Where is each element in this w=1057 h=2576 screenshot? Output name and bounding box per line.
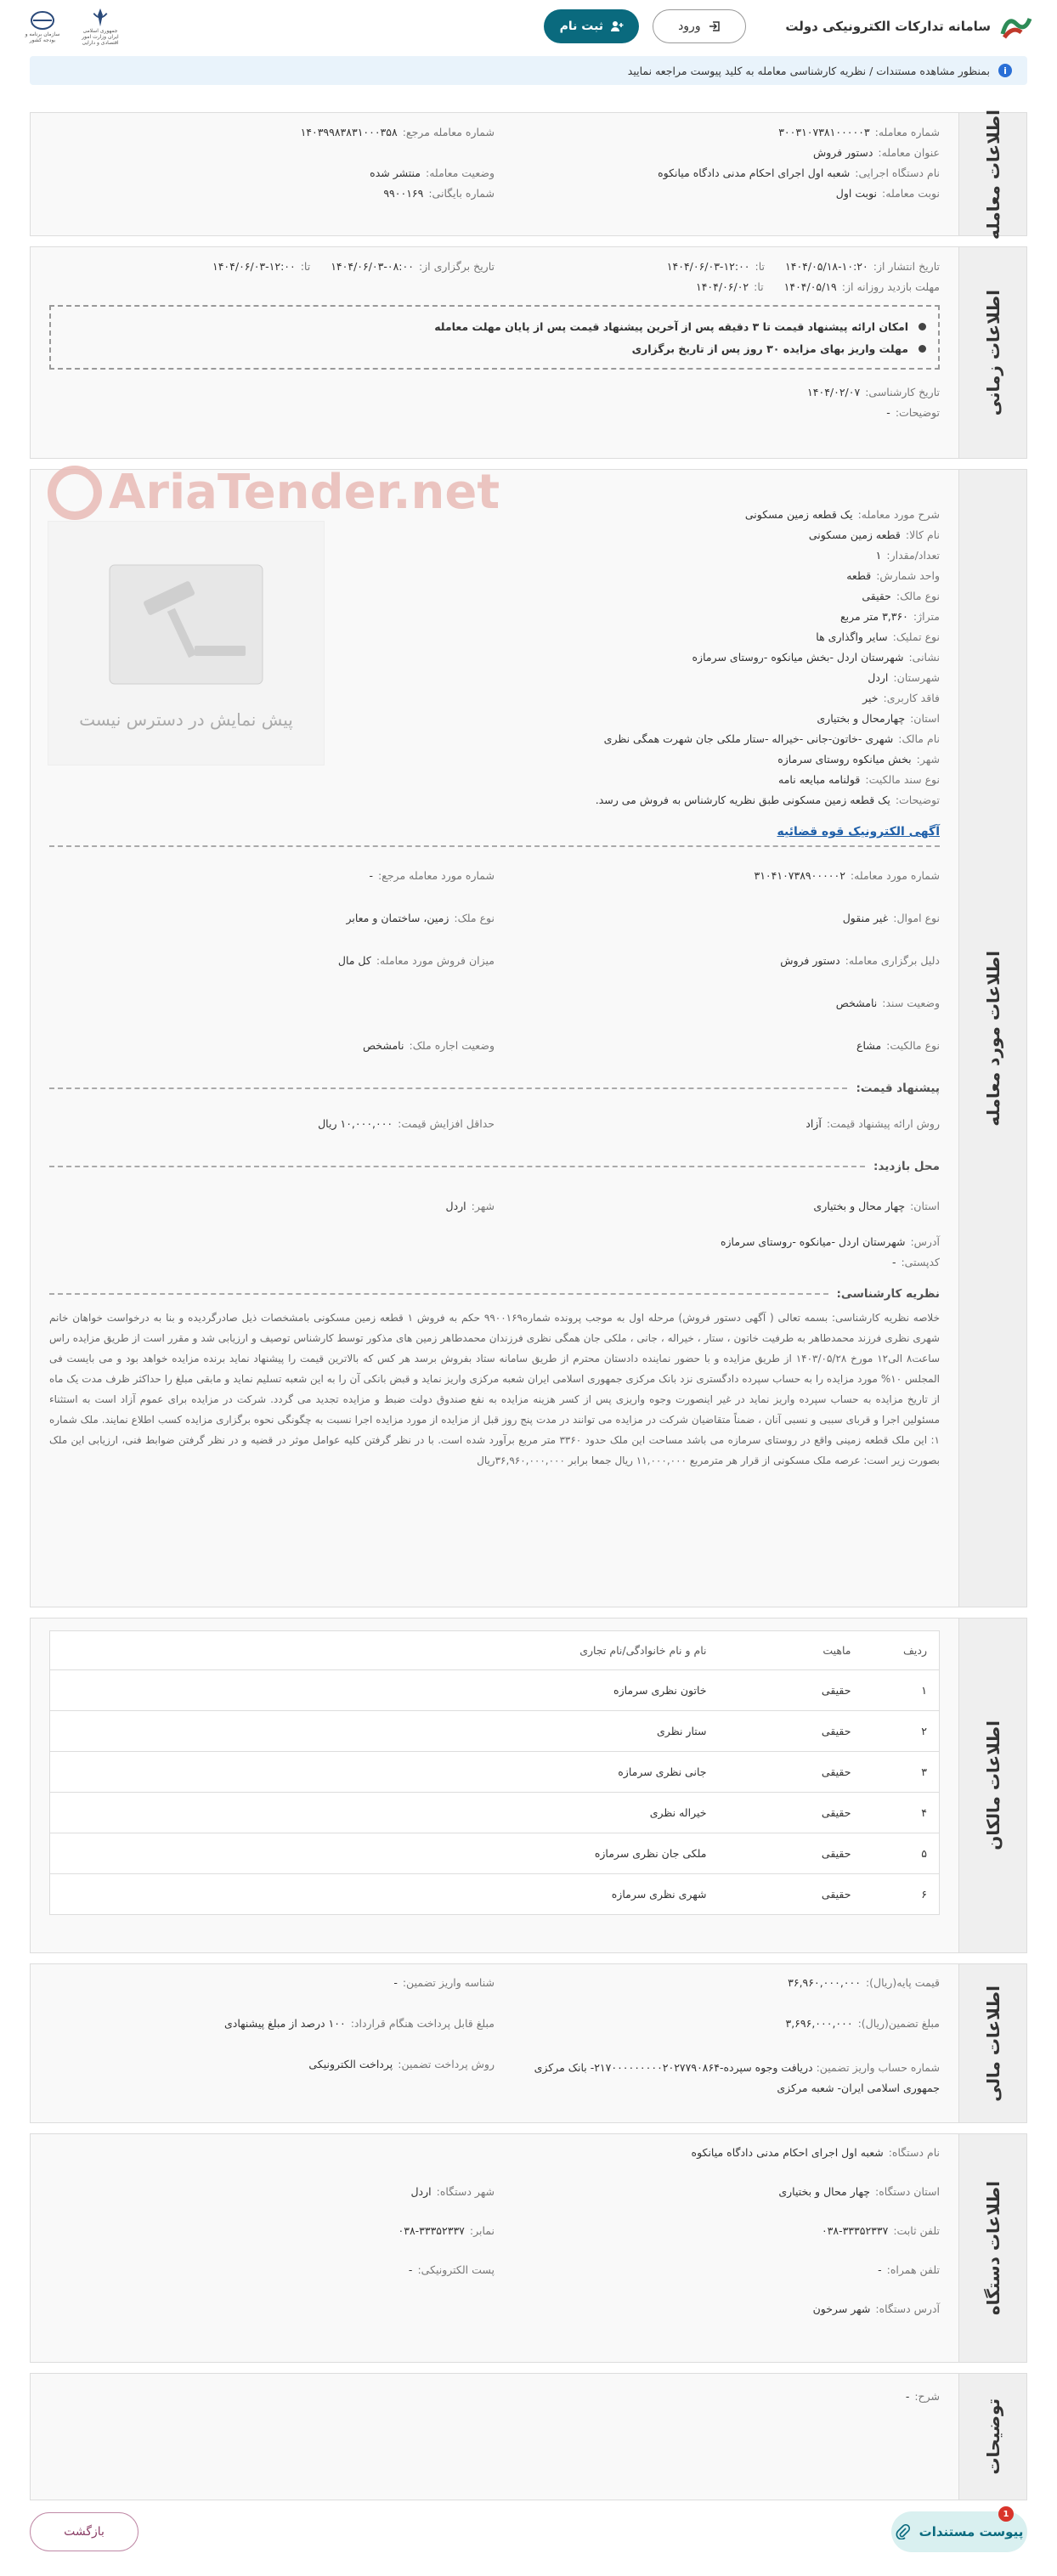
device-fax: ۰۳۸-۳۳۳۵۲۳۳۷ <box>398 2224 465 2237</box>
table-row <box>50 1752 940 1793</box>
section-title: توضیحات <box>958 2374 1026 2500</box>
table-cell: ۴ <box>863 1793 940 1833</box>
table-cell: حقیقی <box>719 1833 863 1874</box>
time-note: امکان ارائه پیشنهاد قیمت تا ۳ دقیقه پس از آخرین پیشنهاد قیمت پس از پایان مهلت معامله <box>434 319 908 333</box>
device-email: - <box>408 2263 413 2276</box>
section-body: شماره معامله: ۳۰۰۳۱۰۷۳۸۱۰۰۰۰۰۳ شماره معامله مرجع: ۱۴۰۳۹۹۸۳۸۳۱۰۰۰۳۵۸ عنوان معامله: دستور فروش نام دستگاه اجرایی: شعبه اول اجرای احکام مدنی دادگاه میانکوه وضعیت معامله: منتشر شده نوبت معامله: نوبت اول شماره بایگانی: ۹۹۰۰۱۶۹ <box>31 113 958 235</box>
detail-key: شرح مورد معامله: <box>857 507 940 521</box>
section-title: اطلاعات زمانی <box>958 247 1026 458</box>
detail-value: قطعه زمین مسکونی <box>808 528 901 541</box>
item-image-placeholder <box>48 521 325 765</box>
device-name: شعبه اول اجرای احکام مدنی دادگاه میانکوه <box>658 166 851 179</box>
hold-to: ۱۴۰۴/۰۶/۰۳-۱۲:۰۰ <box>212 259 296 273</box>
table-row <box>50 1833 940 1874</box>
back-button[interactable] <box>30 2512 138 2551</box>
deal-status: منتشر شده <box>370 166 421 179</box>
detail-key: نوع سند مالکیت: <box>865 772 940 786</box>
table-row <box>50 1711 940 1752</box>
mefa-logo-icon <box>82 7 119 46</box>
section-title: اطلاعات مورد معامله <box>958 470 1026 1607</box>
detail-key: متراژ: <box>913 609 940 623</box>
ref-item-number: - <box>369 868 373 882</box>
detail-key: شهرستان: <box>893 670 940 684</box>
header <box>24 0 1033 53</box>
item-detail-row <box>405 749 940 769</box>
detail-key: تعداد/مقدار: <box>886 548 940 562</box>
detail-value: سایر واگذاری ها <box>816 630 888 643</box>
offer-method: آزاد <box>805 1116 822 1130</box>
table-cell: ۲ <box>863 1711 940 1752</box>
budget-org-logo-icon <box>24 7 61 46</box>
guarantee-account: دریافت وجوه سپرده-۲۱۷۰۰۰۰۰۰۰۰۰۲۰۲۷۷۹۰۸۶۴- بانک مرکزی جمهوری اسلامی ایران- شعبه مرکزی <box>534 2061 940 2094</box>
col-header: ماهیت <box>719 1631 863 1670</box>
table-cell: خیراله نظری <box>50 1793 719 1833</box>
col-header: نام و نام خانوادگی/نام تجاری <box>50 1631 719 1670</box>
table-cell: حقیقی <box>719 1711 863 1752</box>
detail-key: توضیحات: <box>895 793 940 806</box>
watermark-logo-icon <box>48 466 102 520</box>
device-city: اردل <box>410 2185 432 2198</box>
table-cell: ۱ <box>863 1670 940 1711</box>
detail-key: فاقد کاربری: <box>883 691 940 704</box>
notice-bar <box>30 56 1027 85</box>
item-detail-row <box>405 728 940 749</box>
section-description <box>30 2373 1027 2500</box>
device-mobile: - <box>878 2263 882 2276</box>
attachments-label: پیوست مستندات <box>919 2524 1024 2539</box>
app-title: سامانه تدارکات الکترونیکی دولت <box>785 19 991 34</box>
deal-number: ۳۰۰۳۱۰۷۳۸۱۰۰۰۰۰۳ <box>778 125 870 138</box>
bullet-icon <box>919 345 926 353</box>
detail-value: قطعه <box>846 568 872 582</box>
detail-value: یک قطعه زمین مسکونی <box>744 507 853 521</box>
info-icon: i <box>998 64 1012 77</box>
visit-place-subheading: محل بازدید: <box>49 1160 940 1173</box>
item-detail-row <box>405 647 940 667</box>
detail-value: خیر <box>862 691 879 704</box>
detail-value: یک قطعه زمین مسکونی طبق نظریه کارشناس به فروش می رسد. <box>595 793 890 806</box>
footer-actions <box>30 2511 1027 2553</box>
detail-value: چهارمحال و بختیاری <box>817 711 906 725</box>
detail-key: نام مالک: <box>898 732 940 745</box>
detail-key: نام کالا: <box>905 528 940 541</box>
detail-value: بخش میانکوه روستای سرمازه <box>777 752 912 765</box>
detail-value: ۱ <box>875 548 882 562</box>
visit-city: اردل <box>445 1199 466 1212</box>
lease-status: نامشخص <box>362 1038 404 1052</box>
attachment-count-badge: 1 <box>998 2506 1014 2522</box>
owners-table <box>49 1630 940 1915</box>
section-body: نام دستگاه: شعبه اول اجرای احکام مدنی دادگاه میانکوه استان دستگاه: چهار محال و بختیاری شهر دستگاه: اردل تلفن ثابت: ۰۳۸-۳۳۳۵۲۳۳۷ نمابر: ۰۳۸-۳۳۳۵۲۳۳۷ تلفن همراه: - پست الکترونیکی: - آدرس دستگاه: شهر سرخون <box>31 2134 958 2362</box>
section-title: اطلاعات دستگاه <box>958 2134 1026 2362</box>
detail-value: حقیقی <box>862 589 891 602</box>
item-detail-row <box>405 708 940 728</box>
sale-share: کل مال <box>337 953 371 967</box>
device-address: شهر سرخون <box>812 2302 871 2315</box>
description-text: - <box>905 2389 910 2403</box>
table-cell: شهری نظری سرمازه <box>50 1874 719 1915</box>
gavel-icon <box>93 556 280 692</box>
document-status: نامشخص <box>835 996 878 1009</box>
bullet-icon <box>919 323 926 330</box>
table-cell: ۳ <box>863 1752 940 1793</box>
section-item-info <box>30 465 1027 1607</box>
login-button[interactable] <box>653 9 746 43</box>
hold-from: ۱۴۰۴/۰۶/۰۳-۰۸:۰۰ <box>331 259 414 273</box>
publish-to: ۱۴۰۴/۰۶/۰۳-۱۲:۰۰ <box>666 259 750 273</box>
property-type: غیر منقول <box>842 911 889 924</box>
item-detail-row <box>405 687 940 708</box>
section-financial-info <box>30 1963 1027 2123</box>
min-increment: ۱۰,۰۰۰,۰۰۰ ریال <box>318 1116 393 1130</box>
detail-key: نشانی: <box>908 650 940 664</box>
table-row <box>50 1670 940 1711</box>
expert-opinion-subheading: نظریه کارشناسی: <box>49 1287 940 1301</box>
table-cell: حقیقی <box>719 1874 863 1915</box>
divider <box>49 845 940 847</box>
gov-logos <box>24 7 119 46</box>
archive-number: ۹۹۰۰۱۶۹ <box>383 186 424 200</box>
item-detail-row <box>405 606 940 626</box>
device-phone: ۰۳۸-۳۳۳۵۲۳۳۷ <box>821 2224 889 2237</box>
table-cell: ۵ <box>863 1833 940 1874</box>
setad-logo-icon <box>999 12 1033 41</box>
guarantee-amount: ۳,۶۹۶,۰۰۰,۰۰۰ <box>785 2017 853 2030</box>
time-note: مهلت واریز بهای مزایده ۳۰ روز پس از تاریخ برگزاری <box>631 342 908 355</box>
visit-to: ۱۴۰۴/۰۶/۰۲ <box>696 280 749 293</box>
offer-subheading: پیشنهاد قیمت: <box>49 1082 940 1095</box>
detail-value: اردل <box>868 670 889 684</box>
item-detail-row <box>405 667 940 687</box>
item-detail-row <box>405 545 940 565</box>
no-preview-text: پیش نمایش در دسترس نیست <box>79 709 293 730</box>
detail-value: قولنامه مبایعه نامه <box>778 772 861 786</box>
register-label: ثبت نام <box>559 20 604 33</box>
time-notes-box <box>49 305 940 370</box>
device-province: چهار محال و بختیاری <box>778 2185 871 2198</box>
section-body: قیمت پایه(ریال): ۳۶,۹۶۰,۰۰۰,۰۰۰ شناسه واریز تضمین: - مبلغ تضمین(ریال): ۳,۶۹۶,۰۰۰,۰۰۰ مبلغ قابل پرداخت هنگام قرارداد: ۱۰۰ درصد از مبلغ پیشنهادی شماره حساب واریز تضمین: دریافت وجوه سپرده-۲۱۷۰۰۰۰۰۰۰۰۰۲۰۲۷۷۹۰۸۶۴- بانک مرکزی جمهوری اسلامی ایران- شعبه مرکزی روش پرداخت تضمین: پرداخت الکترونیکی <box>31 1964 958 2122</box>
login-icon <box>708 20 721 33</box>
table-cell: ملکی جان نظری سرمازه <box>50 1833 719 1874</box>
device-name: شعبه اول اجرای احکام مدنی دادگاه میانکوه <box>691 2146 884 2159</box>
property-kind: زمین، ساختمان و معابر <box>346 911 449 924</box>
visit-address: شهرستان اردل -میانکوه -روستای سرمازه <box>720 1234 906 1248</box>
section-device-info <box>30 2133 1027 2363</box>
item-number: ۳۱۰۴۱۰۷۳۸۹۰۰۰۰۰۲ <box>754 868 845 882</box>
col-header: ردیف <box>863 1631 940 1670</box>
table-cell: خاتون نظری سرمازه <box>50 1670 719 1711</box>
attachments-button[interactable] <box>891 2511 1027 2552</box>
ownership-type: مشاع <box>856 1038 882 1052</box>
login-label: ورود <box>678 20 701 33</box>
table-cell: حقیقی <box>719 1670 863 1711</box>
gov-logo2-text: جمهوری اسلامی ایران وزارت امور اقتصادی و دارایی <box>82 28 119 46</box>
section-title: اطلاعات معامله <box>958 113 1026 235</box>
base-price: ۳۶,۹۶۰,۰۰۰,۰۰۰ <box>788 1976 861 1989</box>
detail-key: شهر: <box>916 752 940 765</box>
section-owners-info <box>30 1618 1027 1953</box>
deal-reason: دستور فروش <box>780 953 840 967</box>
table-cell: حقیقی <box>719 1793 863 1833</box>
visit-from: ۱۴۰۴/۰۵/۱۹ <box>783 280 837 293</box>
ref-deal-number: ۱۴۰۳۹۹۸۳۸۳۱۰۰۰۳۵۸ <box>300 125 398 138</box>
notice-text: بمنظور مشاهده مستندات / نظریه کارشناسی معامله به کلید پیوست مراجعه نمایید <box>627 64 990 77</box>
item-detail-row <box>405 585 940 606</box>
table-cell: ستار نظری <box>50 1711 719 1752</box>
section-body: شرح: - <box>31 2374 958 2500</box>
guarantee-method: پرداخت الکترونیکی <box>308 2058 393 2070</box>
publish-from: ۱۴۰۴/۰۵/۱۸-۱۰:۲۰ <box>785 259 868 273</box>
deal-subject: دستور فروش <box>812 145 873 159</box>
gov-logo1-text: سازمان برنامه و بودجه کشور <box>25 31 60 43</box>
section-title: اطلاعات مالی <box>958 1964 1026 2122</box>
section-body: AriaTender.net پیش نمایش در دسترس نیست شرح مورد معامله: یک قطعه زمین مسکونی نام کالا: قطعه زمین مسکونی تعداد/مقدار: ۱ واحد شمارش: قطعه نوع مالک: حقیقی متراژ: ۳,۳۶۰ متر مربع نوع تملیک: سایر واگذاری ها نشانی: شهرستان اردل -بخش میانکوه -روستای سرمازه شهرستان: اردل فاقد کاربری: خیر استان: چهارمحال و بختیاری نام مالک: شهری -خاتون-جانی -خیراله -ستار ملکی جان شهرت همگی نظری شهر: بخش میانکوه روستای سرمازه نوع سند مالکیت: قولنامه مبایعه نامه توضیحات: یک قطعه زمین مسکونی طبق نظریه کارشناس به فروش می رسد. آگهی الکترونیک قوه قضائیه شماره مورد معامله: ۳۱۰۴۱۰۷۳۸۹۰۰۰۰۰۲ شماره مورد معامله مرجع: - نوع اموال: غیر منقول نوع ملک: زمین، ساختمان و معابر دلیل برگزاری معامله: دستور فروش میزان فروش مورد معامله: کل مال وضعیت سند: نامشخص نوع مالکیت: مشاع وضعیت اجاره ملک: نامشخص پیشنهاد قیمت: روش ارائه پیشنهاد قیمت: آزاد حداقل افزایش قیمت: ۱۰,۰۰۰,۰۰۰ ریال محل بازدید: استان: چهار محال و بختیاری شهر: اردل آدرس: شهرستان اردل -میانکوه -روستای سرمازه کدپستی: - نظریه کارشناسی: خلاصه نظریه کارشناسی: بسمه تعالی ( آگهی دستور فروش) مرحله اول به موجب پرونده شماره۹۹۰۰۱۶۹ حکم به فروش ۱ قطعه زمین مسکونی بامشخصات ذیل صادرگردیده و بنا به درخواست خواهان خانم شهری نظری فرزند محمدطاهر به طرفیت خاتون ، ستار ، خیراله ، جانی ، ملکی جان همگی نظری فرزندان محمدطاهر زمین های مذکور توسط کارشناس توصیف و ارزیابی شد و مقرر است از طریق مزایده راس ساعت۸ الی۱۲ مورخ ۱۴۰۳/۰۵/۲۸ از طریق مزایده و با حضور نماینده دادستان محترم از طریق سامانه ستاد بفروش برسد هر کس که بالاترین قیمت را پیشنهاد نماید برنده مزایده خواهد بود و می بایست فی المجلس ۱۰% مورد مزایده را به حساب سپرده دادگستری نزد بانک مرکزی جمهوری اسلامی ایران شعبه مرکزی واریز نماید و قبض بانکی آن را به این شعبه تسلیم نماید و مابقی مبلغ را حداکثر ظرف مدت یک ماه از تاریخ مزایده به حساب سپرده واریز نماید در غیر اینصورت وجوه واریزی پس از کسر هزینه مزایده به نفع صندوق دولت ضبط و مزایده تجدید می گردد. شرکت در مزایده برای عموم آزاد است به استثناء مسئولین اجرا و قربای سببی و نسبی آنان ، ضمناً متقاضیان شرکت در مزایده می توانند در مدت پنج روز قبل از مزایده از مورد مزایده اجرا نسبت به چگونگی نحوه برگزاری مزایده کسب اطلاع نمایند. ملک شماره ۱: این ملک قطعه زمینی واقع در روستای سرمازه می باشد مساحت این ملک حدود ۳۳۶۰ متر مربع برآورد شده است. با در نظر گرفتن کلیه عوامل موثر در قضیه و در نظر گرفتن ضوابط فنی، ارزیابی این ملک بصورت زیر است: عرصه ملک مسکونی از قرار هر مترمربع ۱۱,۰۰۰,۰۰۰ ریال جمعا برابر ۳۶,۹۶۰,۰۰۰,۰۰۰ریال <box>31 470 958 1607</box>
item-detail-row <box>405 769 940 789</box>
table-cell: جانی نظری سرمازه <box>50 1752 719 1793</box>
table-cell: حقیقی <box>719 1752 863 1793</box>
section-body <box>31 1618 958 1952</box>
section-title: اطلاعات مالکان <box>958 1618 1026 1952</box>
expert-date: ۱۴۰۴/۰۲/۰۷ <box>807 385 861 398</box>
section-time-info <box>30 246 1027 459</box>
detail-value: ۳,۳۶۰ متر مربع <box>840 609 908 623</box>
item-details-list <box>405 504 940 810</box>
payable-amount: ۱۰۰ درصد از مبلغ پیشنهادی <box>223 2017 346 2030</box>
time-description: - <box>886 405 890 419</box>
detail-value: شهرستان اردل -بخش میانکوه -روستای سرمازه <box>692 650 904 664</box>
detail-key: نوع مالک: <box>896 589 940 602</box>
item-detail-row <box>405 524 940 545</box>
detail-key: واحد شمارش: <box>876 568 940 582</box>
register-button[interactable] <box>544 9 639 43</box>
item-detail-row <box>405 565 940 585</box>
back-label: بازگشت <box>64 2525 105 2539</box>
item-detail-row <box>405 626 940 647</box>
user-add-icon <box>610 20 624 33</box>
watermark: AriaTender.net <box>48 465 500 520</box>
section-body: تاریخ انتشار از: ۱۴۰۴/۰۵/۱۸-۱۰:۲۰ تا: ۱۴۰۴/۰۶/۰۳-۱۲:۰۰ تاریخ برگزاری از: ۱۴۰۴/۰۶/۰۳-۰۸:۰۰ تا: ۱۴۰۴/۰۶/۰۳-۱۲:۰۰ مهلت بازدید روزانه از: ۱۴۰۴/۰۵/۱۹ تا: ۱۴۰۴/۰۶/۰۲ امکان ارائه پیشنهاد قیمت تا ۳ دقیقه پس از آخرین پیشنهاد قیمت پس از پایان مهلت معامله مهلت واریز بهای مزایده ۳۰ روز پس از تاریخ برگزاری تاریخ کارشناسی: ۱۴۰۴/۰۲/۰۷ توضیحات: - <box>31 247 958 458</box>
detail-key: نوع تملیک: <box>892 630 940 643</box>
judiciary-ad-link[interactable]: آگهی الکترونیک قوه قضائیه <box>777 825 940 839</box>
table-row <box>50 1874 940 1915</box>
visit-province: چهار محال و بختیاری <box>813 1199 906 1212</box>
brand[interactable] <box>544 9 1033 43</box>
payment-id: - <box>393 1976 398 1989</box>
detail-value: شهری -خاتون-جانی -خیراله -ستار ملکی جان شهرت همگی نظری <box>603 732 894 745</box>
detail-key: استان: <box>910 711 940 725</box>
visit-zip: - <box>891 1255 896 1268</box>
section-deal-info <box>30 109 1027 240</box>
expert-opinion-text: خلاصه نظریه کارشناسی: بسمه تعالی ( آگهی دستور فروش) مرحله اول به موجب پرونده شماره۹۹۰۰۱۶۹ حکم به فروش ۱ قطعه زمین مسکونی بامشخصات ذیل صادرگردیده و بنا به درخواست خواهان خانم شهری نظری فرزند محمدطاهر به طرفیت خاتون ، ستار ، خیراله ، جانی ، ملکی جان همگی نظری فرزندان محمدطاهر زمین های مذکور توسط کارشناس توصیف و ارزیابی شد و مقرر است از طریق مزایده راس ساعت۸ الی۱۲ مورخ ۱۴۰۳/۰۵/۲۸ از طریق مزایده و با حضور نماینده دادستان محترم از طریق سامانه ستاد بفروش برسد هر کس که بالاترین قیمت را پیشنهاد نماید برنده مزایده خواهد بود و می بایست فی المجلس ۱۰% مورد مزایده را به حساب سپرده دادگستری نزد بانک مرکزی جمهوری اسلامی ایران شعبه مرکزی واریز نماید و قبض بانکی آن را به این شعبه تسلیم نماید و مابقی مبلغ را حداکثر ظرف مدت یک ماه از تاریخ مزایده به حساب سپرده واریز نماید در غیر اینصورت وجوه واریزی پس از کسر هزینه مزایده به نفع صندوق دولت ضبط و مزایده تجدید می گردد. شرکت در مزایده برای عموم آزاد است به استثناء مسئولین اجرا و قربای سببی و نسبی آنان ، ضمناً متقاضیان شرکت در مزایده می توانند در مدت پنج روز قبل از مزایده از مورد مزایده اجرا نسبت به چگونگی نحوه برگزاری مزایده کسب اطلاع نمایند. ملک شماره ۱: این ملک قطعه زمینی واقع در روستای سرمازه می باشد مساحت این ملک حدود ۳۳۶۰ متر مربع برآورد شده است. با در نظر گرفتن کلیه عوامل موثر در قضیه و در نظر گرفتن ضوابط فنی، ارزیابی این ملک بصورت زیر است: عرصه ملک مسکونی از قرار هر مترمربع ۱۱,۰۰۰,۰۰۰ ریال جمعا برابر ۳۶,۹۶۰,۰۰۰,۰۰۰ریال <box>49 1312 941 1466</box>
deal-turn: نوبت اول <box>835 186 878 200</box>
table-row <box>50 1793 940 1833</box>
table-cell: ۶ <box>863 1874 940 1915</box>
paperclip-icon <box>896 2524 911 2539</box>
item-detail-row <box>405 789 940 810</box>
